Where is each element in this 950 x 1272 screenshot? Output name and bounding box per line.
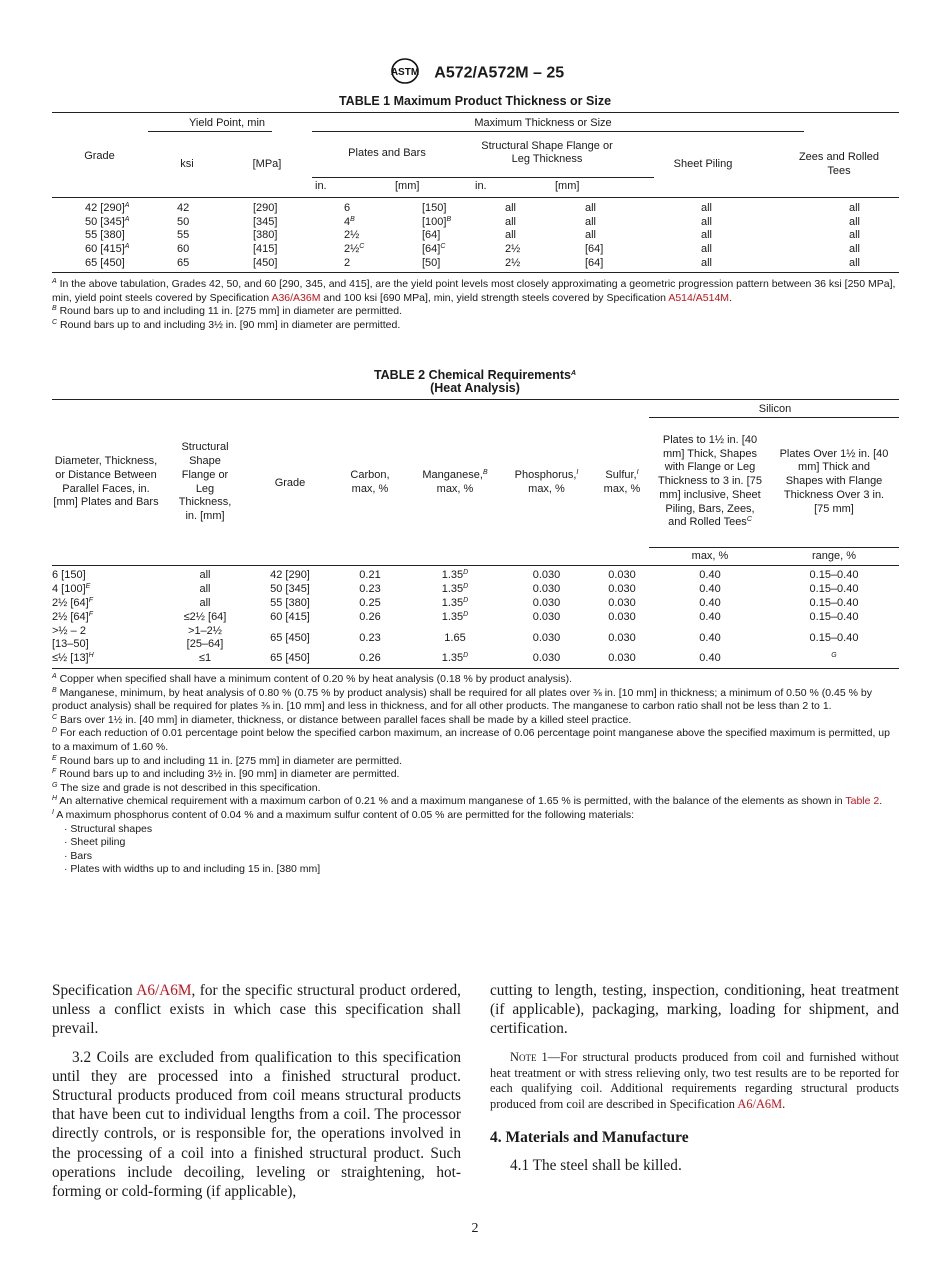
t2-bullet: · Sheet piling: [64, 836, 126, 849]
t1-footnote-b: $^B$ Round bars up to and including 11 in. [275 mm] in diameter are permitted.: [52, 305, 403, 318]
t1-header-sheet-piling: Sheet Piling: [673, 158, 733, 170]
table2-header-rule: [52, 565, 899, 566]
table1-body: [52, 201, 899, 270]
section-heading-4: 4. Materials and Manufacture: [490, 1129, 689, 1147]
t1-header-pb-in: in.: [315, 180, 327, 192]
t2-footnote-b: $^B$ Manganese, minimum, by heat analysis of 0.80 % (0.75 % by product analysis) shall be required for all plates over ⅜ in. [10 mm] in thickness; a minimum of 0.50 % (0.45 % by product analysis) shall be required for plates ⅜ in. [10 mm] and less in thickness, and for all other products. The manganese to carbon ratio shall not be less than 2 to 1.: [52, 686, 872, 713]
t2-bullet: · Plates with widths up to and including 15 in. [380 mm]: [64, 863, 321, 876]
t2-header-silicon-over: Plates Over 1½ in. [40 mm] Thick and Shapes with Flange Thickness Over 3 in. [75 mm]: [779, 447, 889, 515]
link-a6-note[interactable]: A6/A6M: [737, 1097, 783, 1112]
t2-footnote-h: $^H$ An alternative chemical requirement with a maximum carbon of 0.21 % and a maximum manganese of 1.65 % is permitted, with the balance of the elements as shown in Table 2.: [52, 795, 883, 808]
t2-header-phosphorus: Phosphorus,$^I$ max, %: [514, 468, 579, 495]
t2-header-structural: Structural Shape Flange or Leg Thickness, in. [mm]: [178, 441, 232, 522]
t1-maxthick-rule: [312, 131, 804, 132]
table2-bottom-rule: [52, 668, 899, 669]
table2-row: 6 [150] all 42 [290] 0.21 $1.35^D$ 0.030 0.030 0.40 0.15–0.40: [52, 568, 859, 581]
table1-footnotes: [52, 278, 900, 332]
t1-yield-rule: [148, 131, 272, 132]
t1-header-mpa: [MPa]: [252, 158, 282, 170]
table2-title: TABLE 2 Chemical Requirements$^A$ (Heat Analysis): [373, 368, 577, 395]
t1-header-pb-mm: [mm]: [395, 180, 420, 192]
left-column: [52, 981, 461, 1201]
t2-bullet: · Bars: [64, 849, 93, 862]
t2-footnote-a: $^A$ Copper when specified shall have a minimum content of 0.20 % by heat analysis (0.18 % by product analysis).: [52, 673, 573, 685]
t1-header-yield: Yield Point, min: [188, 116, 266, 129]
t2-footnote-e: $^E$ Round bars up to and including 11 in. [275 mm] in diameter are permitted.: [52, 754, 403, 767]
t2-header-silicon-plates: Plates to 1½ in. [40 mm] Thick, Shapes with Flange or Leg Thickness to 3 in. [75 mm] inclusive, Sheet Piling, Bars, Zees, and Rolled Tees$^C$: [658, 434, 762, 529]
t2-header-diameter: Diameter, Thickness, or Distance Between Parallel Faces, in. [mm] Plates and Bars: [53, 455, 159, 509]
t1-header-grade: Grade: [84, 149, 115, 162]
designation: A572/A572M – 25: [434, 64, 565, 82]
t2-bullet: · Structural shapes: [64, 822, 153, 835]
t1-header-max-thickness: Maximum Thickness or Size: [474, 116, 612, 129]
t2-header-manganese: Manganese,$^B$ max, %: [422, 468, 488, 495]
table1-row: 60 $[415]^A$ 60 [415] 2½$^C$ $[64]^C$ 2½ [64] all all: [85, 243, 861, 256]
link-a36[interactable]: A36/A36M: [271, 291, 321, 304]
document-header: [0, 58, 950, 89]
t1-header-zees: Zees and Rolled Tees: [798, 151, 880, 177]
t2-footnote-c: $^C$ Bars over 1½ in. [40 mm] in diameter, thickness, or distance between parallel faces shall be made by a killed steel practice.: [52, 713, 632, 726]
table1-title: TABLE 1 Maximum Product Thickness or Size: [338, 94, 612, 108]
table2-row: ≤½ $[13]^H$ ≤1 65 [450] 0.26 $1.35^D$ 0.030 0.030 0.40 $^G$: [52, 651, 837, 664]
table1-top-rule: [52, 112, 899, 113]
table1-row: 65 [450] 65 [450] 2 [50] 2½ [64] all all: [85, 257, 861, 270]
t2-header-silicon: Silicon: [758, 402, 792, 415]
t2-header-carbon: Carbon, max, %: [350, 468, 390, 495]
page-number: 2: [471, 1221, 479, 1236]
t2-header-range-pct: range, %: [811, 550, 857, 562]
t2-footnote-d: $^D$ For each reduction of 0.01 percentage point below the specified carbon maximum, an increase of 0.06 percentage point manganese above the specified maximum is permitted, up to a maximum of 1.60 %.: [52, 727, 890, 753]
t1-header-structural-shape: Structural Shape Flange or Leg Thickness: [481, 139, 613, 165]
t2-footnote-g: $^G$ The size and grade is not described in this specification.: [52, 781, 321, 794]
t1-header-ss-in: in.: [475, 180, 487, 192]
t1-header-ss-mm: [mm]: [555, 180, 580, 192]
table1: [52, 114, 899, 197]
link-a6[interactable]: A6/A6M: [136, 982, 192, 999]
t2-footnote-i: $^I$ A maximum phosphorus content of 0.04 % and a maximum sulfur content of 0.05 % are permitted for the following materials:: [52, 808, 635, 821]
table1-row: 55 [380] 55 [380] 2½ [64] all all all all: [85, 229, 861, 242]
right-column: [490, 981, 899, 1176]
table2-body: [52, 568, 899, 665]
left-paragraph-1: Specification A6/A6M, for the specific structural product ordered, unless a conflict exists in which case this specification shall prevail.: [52, 982, 461, 1038]
link-table2[interactable]: Table 2: [845, 795, 880, 808]
table2-row: >½ – 2 [13–50] >1–2½ [25–64] 65 [450] 0.23 1.65 0.030 0.030 0.40 0.15–0.40: [52, 624, 859, 650]
table1-bottom-rule: [52, 272, 899, 273]
t1-units-rule: [312, 177, 654, 178]
t2-header-grade: Grade: [274, 476, 306, 489]
table2-header: [52, 400, 899, 565]
t1-footnote-c: $^C$ Round bars up to and including 3½ in. [90 mm] in diameter are permitted.: [52, 318, 401, 331]
t2-footnote-f: $^F$ Round bars up to and including 3½ in. [90 mm] in diameter are permitted.: [52, 768, 400, 781]
table2-footnotes: [52, 673, 900, 877]
table1-row: 42 $[290]^A$ 42 [290] 6 [150] all all all all: [85, 201, 861, 214]
astm-logo-text: ASTM: [390, 67, 420, 78]
t1-header-ksi: ksi: [180, 158, 194, 170]
t2-silicon-rule: [649, 417, 899, 418]
right-paragraph-1: cutting to length, testing, inspection, conditioning, heat treatment (if applicable), packaging, marking, loading for shipment, and certification.: [490, 982, 899, 1038]
table2-row: 2½ $[64]^F$ ≤2½ [64] 60 [415] 0.26 $1.35^D$ 0.030 0.030 0.40 0.15–0.40: [52, 610, 859, 623]
note-1: Note 1—For structural products produced from coil and furnished without heat treatment or with stress relieving only, two test results are to be reported for each qualifying coil. Additional requirements regarding structural products produced from coil are described in Specification A6/A6M.: [490, 1049, 899, 1112]
section-paragraph-4-1: 4.1 The steel shall be killed.: [510, 1157, 682, 1175]
table2-row: 2½ $[64]^F$ all 55 [380] 0.25 $1.35^D$ 0.030 0.030 0.40 0.15–0.40: [52, 596, 859, 609]
t2-header-max-pct: max, %: [691, 550, 729, 562]
table2-row: 4 $[100]^E$ all 50 [345] 0.23 $1.35^D$ 0.030 0.030 0.40 0.15–0.40: [52, 582, 859, 595]
t2-header-sulfur: Sulfur,$^I$ max, %: [603, 468, 641, 495]
table1-row: 50 $[345]^A$ 50 [345] $4^B$ $[100]^B$ all all all all: [85, 215, 861, 228]
astm-logo: [386, 58, 424, 89]
table1-header-rule: [52, 197, 899, 198]
note-label: Note 1: [510, 1049, 548, 1064]
t2-units-rule: [649, 547, 899, 548]
t1-footnote-a: $^A$ In the above tabulation, Grades 42, 50, and 60 [290, 345, and 415], are the yield point levels most closely approximating a geometric progression pattern between 36 ksi [250 MPa], min, yield point steels covered by Specification A36/A36M and 100 ksi [690 MPa], min, yield strength steels covered by Specification A514/A514M.: [52, 278, 896, 304]
link-a514[interactable]: A514/A514M: [668, 291, 730, 304]
left-paragraph-3-2: 3.2 Coils are excluded from qualification to this specification until they are processed into a finished structural product. Structural products produced from coil means structural products that have been cut to individual lengths from a coil. The processor directly controls, or is responsible for, the operations involved in the processing of a coil into a finished structural product. Such operations include decoiling, leveling or straightening, hot-forming or cold-forming (if applicable),: [52, 1048, 461, 1201]
t1-header-plates-bars: Plates and Bars: [348, 147, 426, 159]
